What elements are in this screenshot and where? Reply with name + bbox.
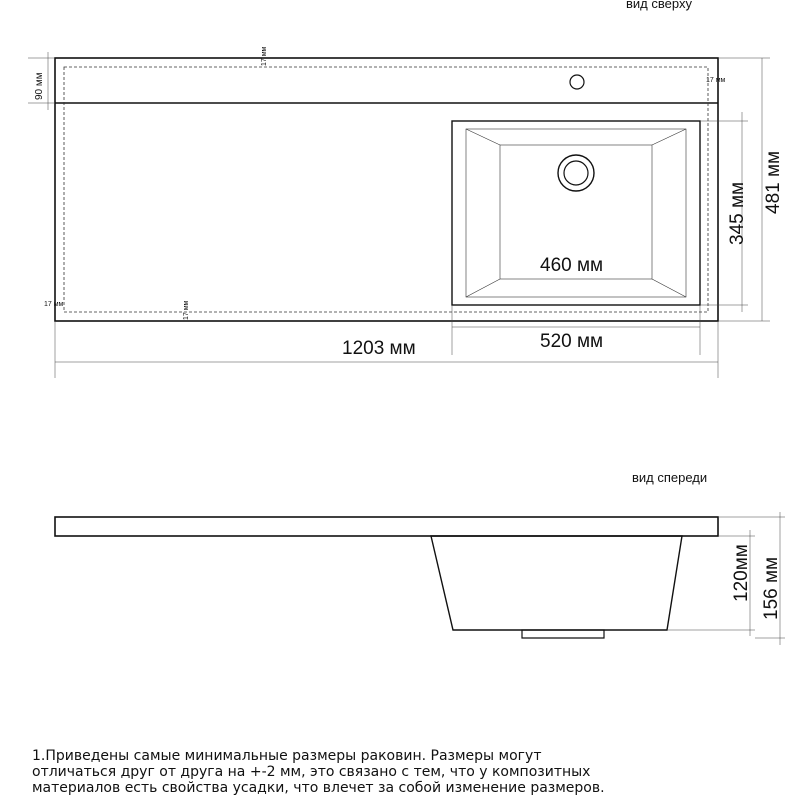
top-view-outline	[55, 58, 718, 321]
bowl-top	[452, 121, 700, 305]
dim-border-left-label: 17 мм	[44, 301, 64, 308]
front-view-title: вид спереди	[632, 470, 708, 485]
inner-border-dashed	[64, 67, 708, 312]
dim-length-label: 1203 мм	[342, 338, 416, 359]
dim-backsplash-label: 90 мм	[34, 72, 45, 100]
dim-total-height-label: 156 мм	[761, 556, 782, 620]
dim-depth-label: 481 мм	[763, 150, 784, 214]
footnote-line-2: отличаться друг от друга на +-2 мм, это связано с тем, что у композитных	[32, 764, 591, 780]
dim-bowl-inner-label: 460 мм	[540, 255, 604, 276]
drain-outlet	[522, 630, 604, 638]
footnote-line-3: материалов есть свойства усадки, что влечет за собой изменение размеров.	[32, 780, 605, 796]
dim-bowl-height-label: 120мм	[731, 544, 752, 602]
dim-bowl-depth-label: 345 мм	[727, 181, 748, 245]
footnote	[32, 748, 792, 796]
dim-border-top-label: 17 мм	[261, 46, 268, 66]
dim-bowl-length-label: 520 мм	[540, 331, 604, 352]
drain-inner	[564, 161, 588, 185]
footnote-line-1: 1.Приведены самые минимальные размеры раковин. Размеры могут	[32, 748, 542, 764]
front-view-outline	[55, 517, 718, 638]
top-view-title: вид сверху	[626, 0, 692, 11]
faucet-hole	[570, 75, 584, 89]
dim-border-bottom-label: 17 мм	[183, 300, 190, 320]
dim-border-right-label: 17 мм	[706, 77, 726, 84]
